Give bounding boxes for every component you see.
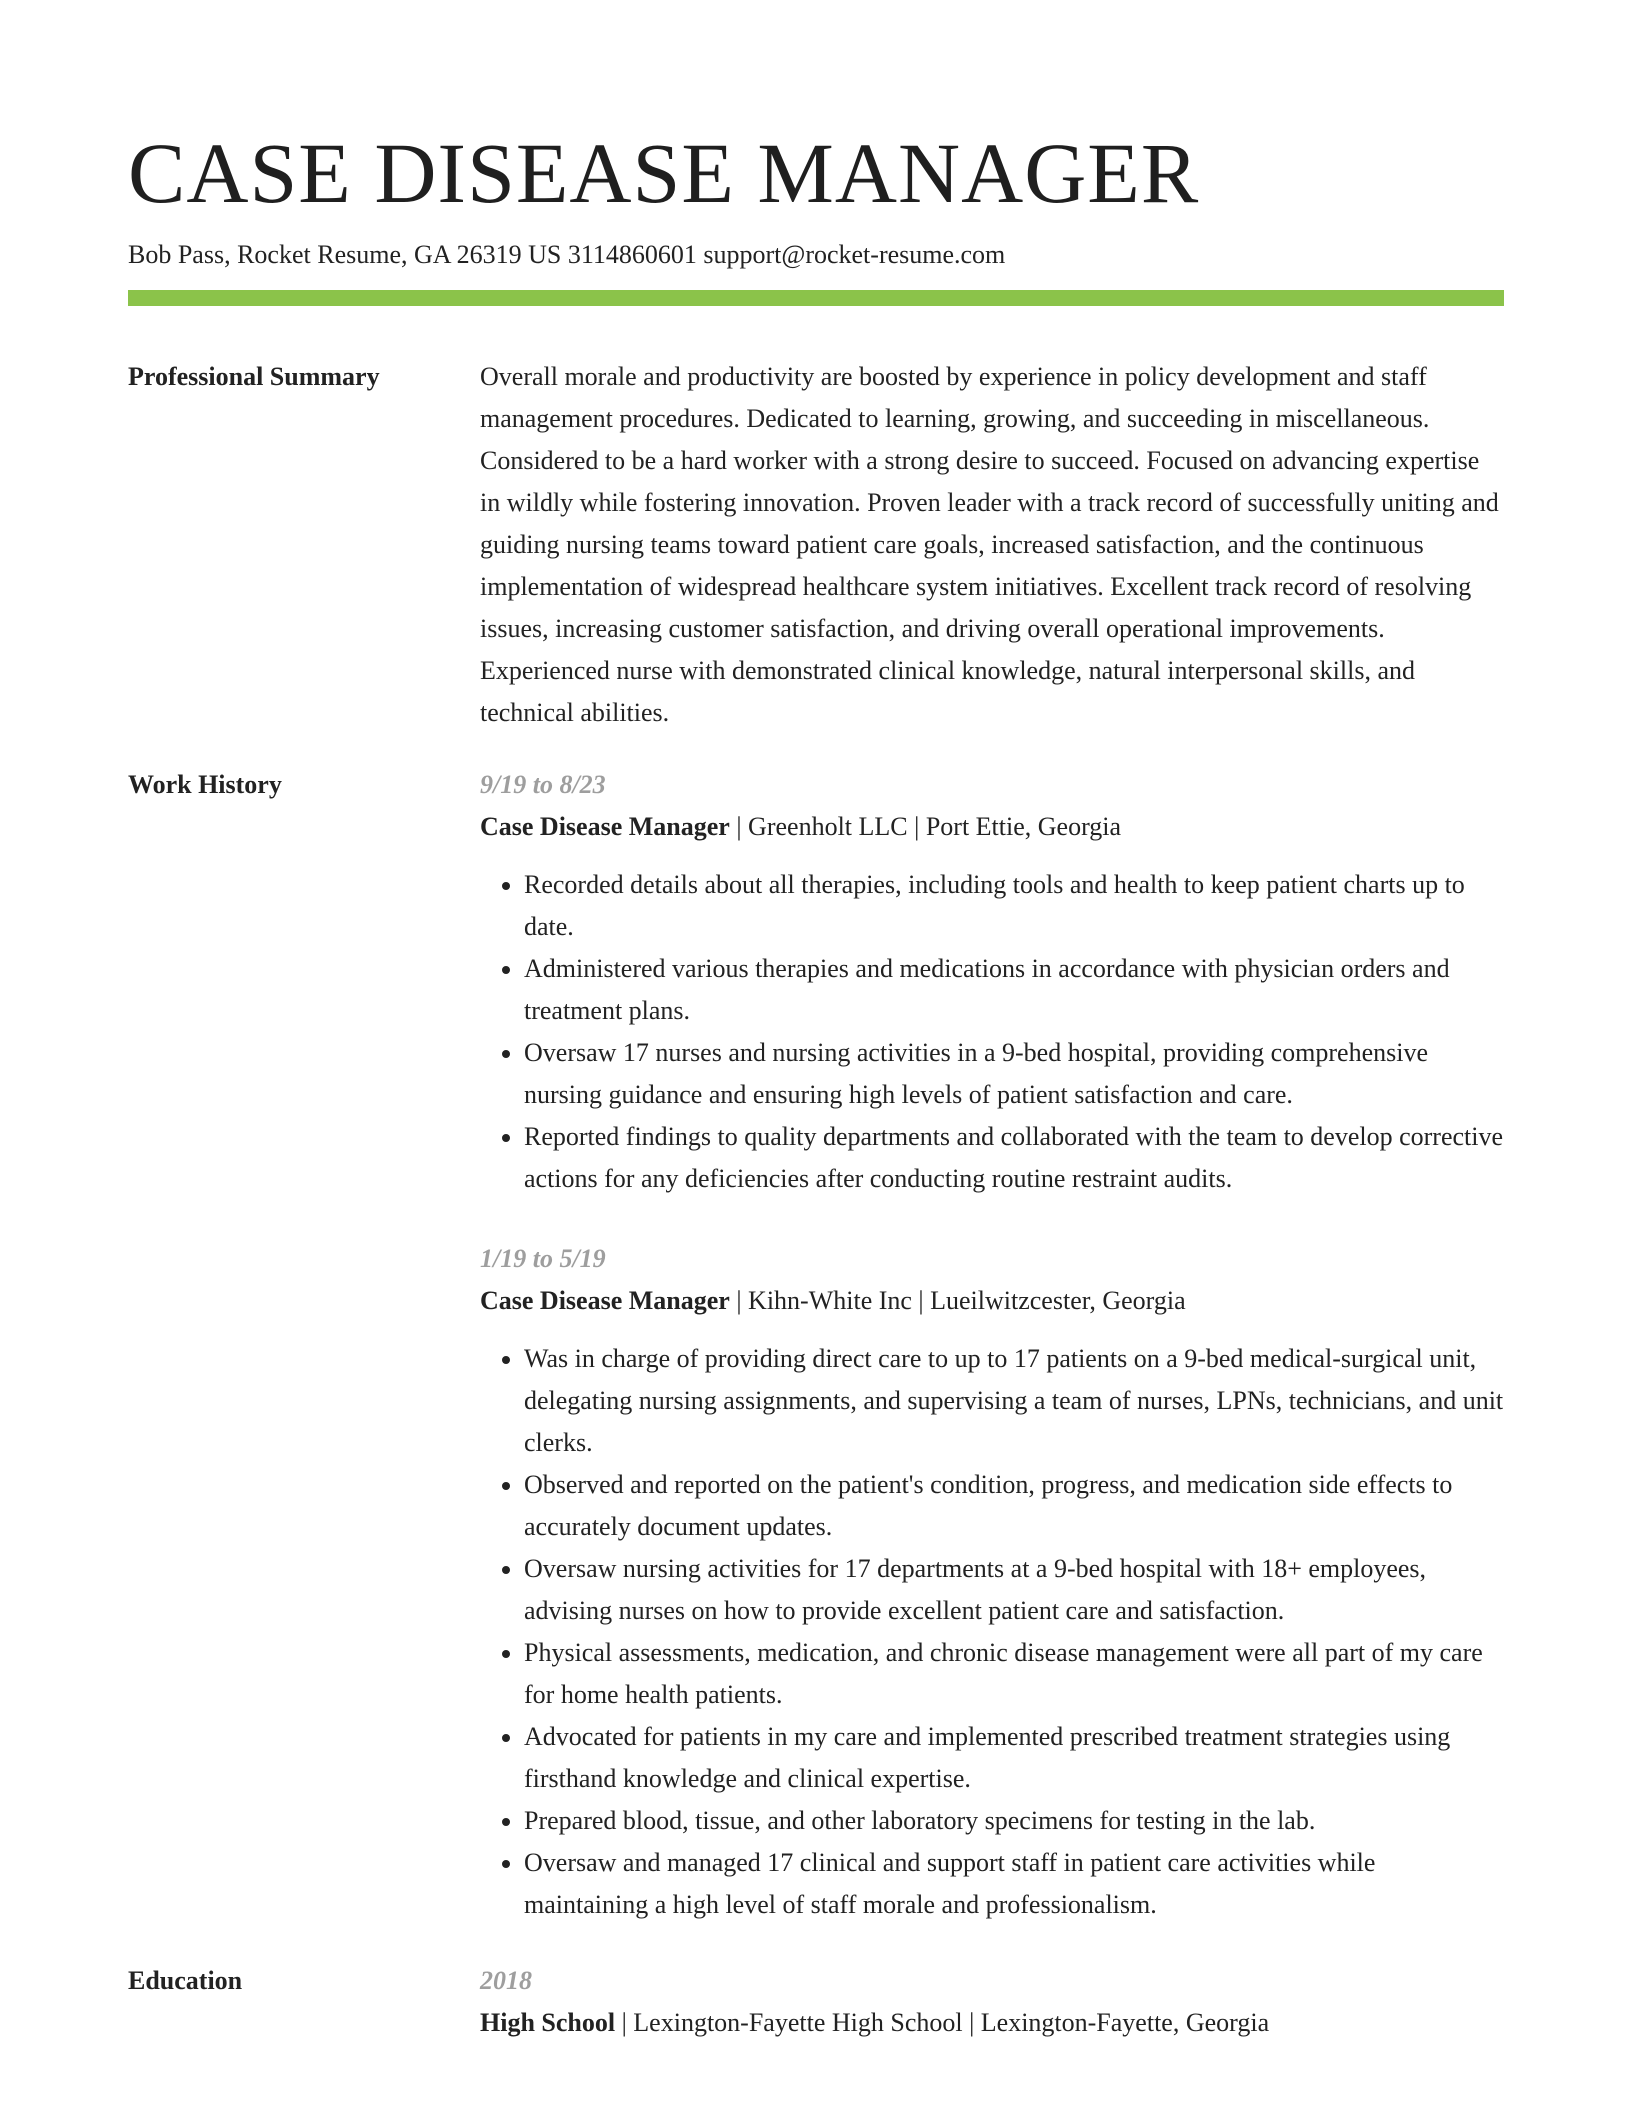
job-dates: 1/19 to 5/19 bbox=[480, 1244, 606, 1273]
contact-line: Bob Pass, Rocket Resume, GA 26319 US 3114860601 support@rocket-resume.com bbox=[128, 240, 1006, 269]
resume-title: CASE DISEASE MANAGER bbox=[128, 125, 1200, 221]
job-title: Case Disease Manager bbox=[480, 1286, 730, 1315]
list-item: • Observed and reported on the patient's condition, progress, and medication side effects to accurately document updates. bbox=[524, 1464, 1504, 1548]
job-bullets bbox=[480, 864, 1504, 1200]
work-history-body bbox=[480, 764, 1504, 1926]
job-entry bbox=[480, 1238, 1504, 1926]
job-details: | Kihn-White Inc | Lueilwitzcester, Georgia bbox=[729, 1286, 1186, 1315]
list-item: • Prepared blood, tissue, and other laboratory specimens for testing in the lab. bbox=[524, 1800, 1504, 1842]
education-label: Education bbox=[128, 1966, 243, 1995]
education-body bbox=[480, 1960, 1504, 2044]
list-item: • Recorded details about all therapies, including tools and health to keep patient charts up to date. bbox=[524, 864, 1504, 948]
job-entry bbox=[480, 764, 1504, 1200]
work-history-section bbox=[128, 764, 1504, 1926]
list-item: • Advocated for patients in my care and implemented prescribed treatment strategies using firsthand knowledge and clinical expertise. bbox=[524, 1716, 1504, 1800]
list-item: • Was in charge of providing direct care to up to 17 patients on a 9-bed medical-surgical unit, delegating nursing assignments, and supervising a team of nurses, LPNs, technicians, and unit clerks. bbox=[524, 1338, 1504, 1464]
list-item: • Administered various therapies and medications in accordance with physician orders and treatment plans. bbox=[524, 948, 1504, 1032]
list-item: • Oversaw 17 nurses and nursing activities in a 9-bed hospital, providing comprehensive nursing guidance and ensuring high levels of patient satisfaction and care. bbox=[524, 1032, 1504, 1116]
education-section bbox=[128, 1960, 1504, 2044]
list-item: • Oversaw and managed 17 clinical and support staff in patient care activities while maintaining a high level of staff morale and professionalism. bbox=[524, 1842, 1504, 1926]
education-details: | Lexington-Fayette High School | Lexington-Fayette, Georgia bbox=[615, 2008, 1270, 2037]
education-dates: 2018 bbox=[480, 1966, 532, 1995]
work-history-label: Work History bbox=[128, 770, 282, 799]
list-item: • Reported findings to quality departments and collaborated with the team to develop corrective actions for any deficiencies after conducting routine restraint audits. bbox=[524, 1116, 1504, 1200]
job-bullets bbox=[480, 1338, 1504, 1926]
job-spacer bbox=[480, 1200, 1504, 1238]
education-degree: High School bbox=[480, 2008, 616, 2037]
job-dates: 9/19 to 8/23 bbox=[480, 770, 606, 799]
job-line bbox=[480, 1280, 1504, 1322]
list-item: • Oversaw nursing activities for 17 departments at a 9-bed hospital with 18+ employees, advising nurses on how to provide excellent patient care and satisfaction. bbox=[524, 1548, 1504, 1632]
job-line bbox=[480, 806, 1504, 848]
summary-label: Professional Summary bbox=[128, 362, 380, 391]
summary-section bbox=[128, 356, 1504, 734]
list-item: • Physical assessments, medication, and chronic disease management were all part of my care for home health patients. bbox=[524, 1632, 1504, 1716]
education-line bbox=[480, 2002, 1504, 2044]
header-divider bbox=[128, 290, 1504, 306]
job-details: | Greenholt LLC | Port Ettie, Georgia bbox=[729, 812, 1122, 841]
summary-text: Overall morale and productivity are boosted by experience in policy development and staff management procedures. Dedicated to learning, growing, and succeeding in miscellaneous. Considered to be a hard worker with a strong desire to succeed. Focused on advancing expertise in wildly while fostering innovation. Proven leader with a track record of successfully uniting and guiding nursing teams toward patient care goals, increased satisfaction, and the continuous implementation of widespread healthcare system initiatives. Excellent track record of resolving issues, increasing customer satisfaction, and driving overall operational improvements. Experienced nurse with demonstrated clinical knowledge, natural interpersonal skills, and technical abilities. bbox=[480, 362, 1499, 727]
job-title: Case Disease Manager bbox=[480, 812, 730, 841]
